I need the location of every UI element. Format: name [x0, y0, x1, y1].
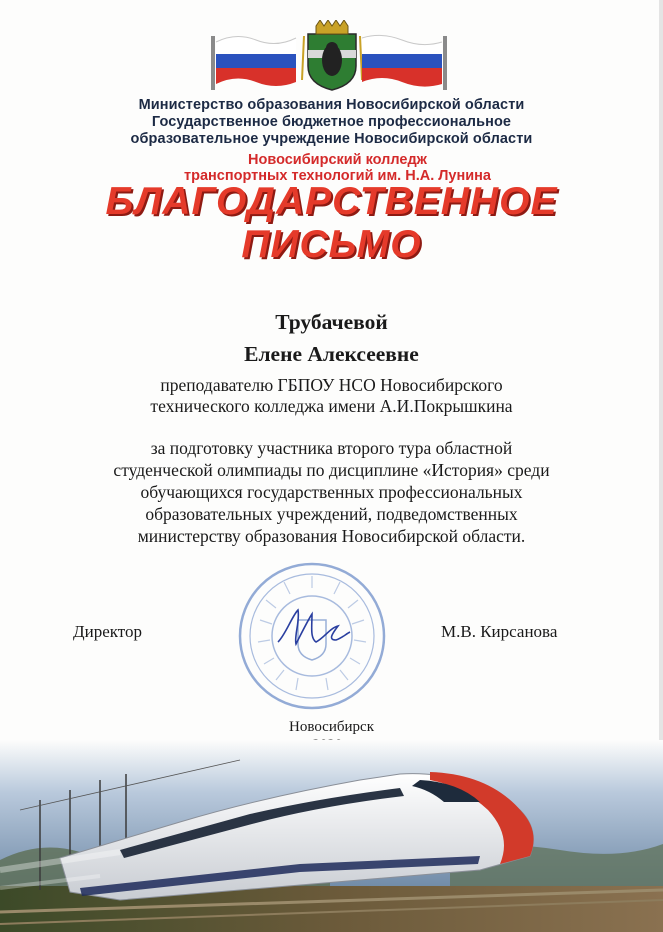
recipient-surname: Трубачевой — [275, 310, 388, 334]
city: Новосибирск — [289, 719, 374, 735]
reason-line: обучающихся государственных профессиональных — [140, 482, 523, 502]
signature-row — [0, 622, 663, 646]
recipient-role — [0, 375, 663, 417]
emblem-row — [0, 20, 663, 90]
high-speed-train-illustration — [0, 740, 663, 932]
ministry-line: Министерство образования Новосибирской области — [138, 97, 525, 113]
reason-line: студенческой олимпиады по дисциплине «История» среди — [113, 460, 550, 480]
title-line: БЛАГОДАРСТВЕННОЕ — [105, 180, 558, 223]
recipient-name — [0, 306, 663, 370]
signatory-name: М.В. Кирсанова — [441, 622, 558, 641]
reason-line: образовательных учреждений, подведомственных — [145, 504, 518, 524]
recipient-given-names: Елене Алексеевне — [244, 342, 419, 366]
role-line: преподавателю ГБПОУ НСО Новосибирского — [160, 375, 503, 395]
organization-header — [0, 97, 663, 184]
ministry-line: образовательное учреждение Новосибирской области — [130, 131, 533, 147]
reason-line: министерству образования Новосибирской области. — [137, 526, 526, 546]
right-flag-icon — [358, 30, 452, 92]
college-line: транспортных технологий им. Н.А. Лунина — [184, 168, 491, 184]
ministry-line: Государственное бюджетное профессиональное — [151, 114, 512, 130]
signatory-position: Директор — [73, 622, 142, 641]
document-title — [0, 180, 663, 266]
novosibirsk-coat-of-arms-icon — [300, 20, 364, 92]
college-line: Новосибирский колледж — [248, 152, 427, 168]
title-line: ПИСЬМО — [241, 223, 422, 266]
role-line: технического колледжа имени А.И.Покрышкина — [150, 396, 513, 416]
reason-line: за подготовку участника второго тура областной — [150, 438, 513, 458]
left-flag-icon — [206, 30, 300, 92]
gratitude-reason — [0, 437, 663, 547]
